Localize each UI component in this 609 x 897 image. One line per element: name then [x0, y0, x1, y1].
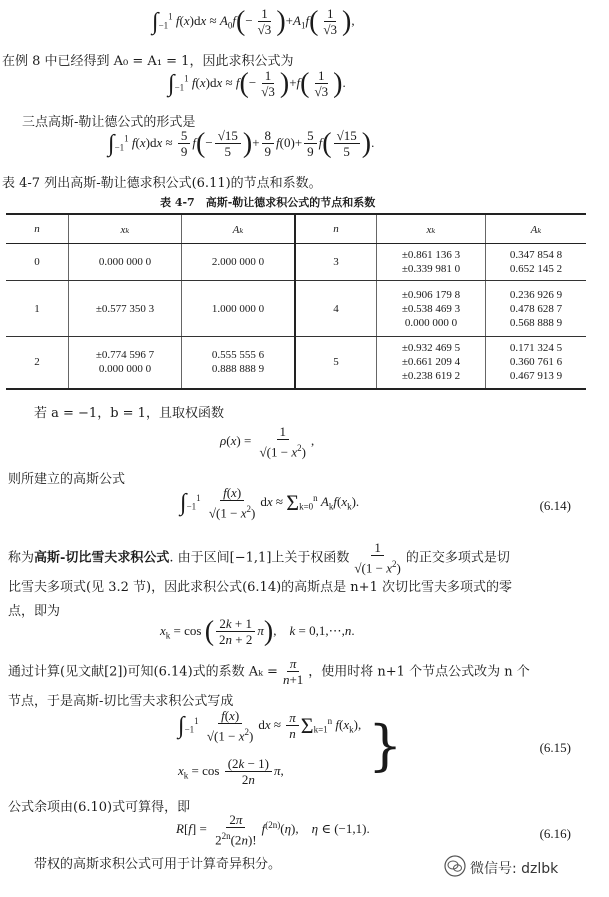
equation-6-14: $\int_{-1}^1$ $\frac{f(x)}{√(1 - x^2)}$ dx ≈ $\Sigma_{k=0}^n$ $A_kf(x_k)$. — [180, 485, 360, 521]
cell-xk — [377, 281, 486, 337]
value: 0.171 324 5 — [509, 342, 563, 355]
coefficient-fraction: $\frac{\pi}{n+1}$ — [282, 656, 304, 687]
equation-number-6-15: (6.15) — [539, 740, 571, 755]
cell-n: 0 — [6, 244, 69, 281]
value: 0.568 888 9 — [509, 316, 563, 329]
equation-6-15a: $\int_{-1}^1$ $\frac{f(x)}{√(1 - x^2)}$ dx ≈ $\frac{\pi}{n}$ $\Sigma_{k=1}^n$ $f(x_k)$, — [178, 708, 362, 744]
table-row — [6, 281, 586, 337]
equation-6-15b: $x_k = \cos$ $\frac{(2k - 1)}{2n}$ π, — [178, 756, 284, 787]
text-chebyshev-1c: 的正交多项式是切 — [405, 550, 510, 566]
weight-fraction: $\frac{1}{√(1 - x^2)}$ — [354, 540, 401, 576]
value: 1.000 000 0 — [211, 302, 265, 315]
table-row — [6, 244, 586, 281]
cell-n: 1 — [6, 281, 69, 337]
value: ±0.932 469 5 — [401, 342, 461, 355]
cell-xk — [69, 244, 182, 281]
value: 0.347 854 8 — [509, 249, 563, 261]
text-three-point: 三点高斯-勒让德公式的形式是 — [22, 115, 196, 130]
cell-xk — [377, 337, 486, 389]
text-calc-line2: 节点，于是高斯-切比雪夫求积公式写成 — [8, 694, 234, 709]
equation-nodes: $x_k = \cos$ ( $\frac{2k + 1}{2n + 2}$ π), k = 0,1,⋯,n. — [160, 616, 355, 647]
cell-ak — [486, 337, 587, 389]
value: 0.000 000 0 — [404, 316, 458, 329]
equation-two-point: $\int_{-1}^1$ f(x)dx ≈ f(− $\frac{1}{√3}$ )+f( $\frac{1}{√3}$ ). — [168, 68, 346, 99]
value: ±0.861 136 3 — [401, 249, 461, 261]
text-chebyshev-line3: 点，即为 — [8, 604, 61, 619]
text-chebyshev-1b: . 由于区间[−1,1]上关于权函数 — [169, 550, 350, 566]
value: 0.236 926 9 — [509, 288, 563, 301]
value: 0.467 913 9 — [509, 370, 563, 383]
watermark-text: 微信号: dzlbk — [470, 861, 559, 877]
table-caption: 表 4-7 高斯-勒让德求积公式的节点和系数 — [160, 196, 376, 209]
equation-6-16: R[f] = $\frac{2\pi}{2^{2n}(2n)!}$ $f^{(2n)}(\eta)$, η ∈ (−1,1). — [176, 812, 370, 848]
text-calc-line1 — [8, 656, 530, 688]
text-calc-1a: 通过计算(见文献[2])可知(6.14)式的系数 Aₖ = — [8, 664, 278, 680]
cell-n: 5 — [295, 337, 377, 389]
text-final: 带权的高斯求积公式可用于计算奇异积分。 — [34, 857, 282, 872]
header-n: n — [6, 214, 69, 244]
cell-ak — [182, 337, 296, 389]
value: 0.652 145 2 — [509, 263, 563, 275]
cell-ak — [182, 244, 296, 281]
value: ±0.661 209 4 — [401, 356, 461, 369]
equation-top: $\int_{-1}^1$ $f(x)dx \approx A_0f(-$ $\frac{1}{√3}$ )$+A_1f$( $\frac{1}{√3}$ ), — [152, 6, 355, 37]
header-xk: xₖ — [69, 214, 182, 244]
text-weight-intro: 若 a = −1，b = 1，且取权函数 — [34, 406, 224, 421]
value: 0.000 000 0 — [98, 363, 152, 376]
term-gauss-chebyshev: 高斯-切比雪夫求积公式 — [34, 550, 170, 566]
cell-n: 3 — [295, 244, 377, 281]
equation-weight: ρ(x) = $\frac{1}{√(1 - x^2)}$ , — [220, 424, 315, 460]
text-chebyshev-line1 — [8, 540, 510, 576]
text-example8: 在例 8 中已经得到 A₀ = A₁ = 1，因此求积公式为 — [2, 54, 294, 69]
value: ±0.774 596 7 — [95, 349, 155, 362]
value: 2.000 000 0 — [211, 256, 265, 268]
value: ±0.238 619 2 — [401, 370, 461, 383]
value: 0.000 000 0 — [98, 256, 152, 268]
wechat-icon — [444, 855, 466, 877]
cell-n: 4 — [295, 281, 377, 337]
value: 0.888 888 9 — [211, 363, 265, 376]
cell-n: 2 — [6, 337, 69, 389]
value: ±0.339 981 0 — [401, 263, 461, 275]
cell-xk — [69, 281, 182, 337]
cell-xk — [377, 244, 486, 281]
header-n-right: n — [295, 214, 377, 244]
value: ±0.538 469 3 — [401, 302, 461, 315]
cell-ak — [182, 281, 296, 337]
nodes-weights-table — [6, 213, 586, 390]
header-ak: Aₖ — [182, 214, 296, 244]
equation-three-point: $\int_{-1}^1$ f(x)dx ≈ $\frac{5}{9}$ f(− $\frac{√15}{5}$ )+ $\frac{8}{9}$ f(0)+ $\frac{5}{9}$ f( $\frac{√15}{5}$ ). — [108, 128, 375, 159]
value: 0.555 555 6 — [211, 349, 265, 362]
text-calc-1b: ，使用时将 n+1 个节点公式改为 n 个 — [308, 664, 530, 680]
table-row — [6, 337, 586, 389]
value: ±0.906 179 8 — [401, 288, 461, 301]
text-remainder: 公式余项由(6.10)式可算得，即 — [8, 800, 191, 815]
cell-ak — [486, 281, 587, 337]
value: 0.360 761 6 — [509, 356, 563, 369]
value: 0.478 628 7 — [509, 302, 563, 315]
header-ak-right: Aₖ — [486, 214, 587, 244]
cell-ak — [486, 244, 587, 281]
text-chebyshev-line2: 比雪夫多项式(见 3.2 节)，因此求积公式(6.14)的高斯点是 n+1 次切比雪夫多项式的零 — [8, 580, 512, 595]
table-header-row — [6, 214, 586, 244]
value: ±0.577 350 3 — [95, 302, 155, 315]
equation-number-6-14: (6.14) — [539, 498, 571, 513]
equation-number-6-16: (6.16) — [539, 826, 571, 841]
brace-6-15: } — [368, 714, 403, 777]
text-established: 则所建立的高斯公式 — [8, 472, 126, 487]
text-chebyshev-1a: 称为 — [8, 550, 35, 566]
text-table-intro: 表 4-7 列出高斯-勒让德求积公式(6.11)的节点和系数。 — [2, 176, 322, 191]
integral-sign: ∫ — [152, 9, 159, 35]
cell-xk — [69, 337, 182, 389]
header-xk-right: xₖ — [377, 214, 486, 244]
